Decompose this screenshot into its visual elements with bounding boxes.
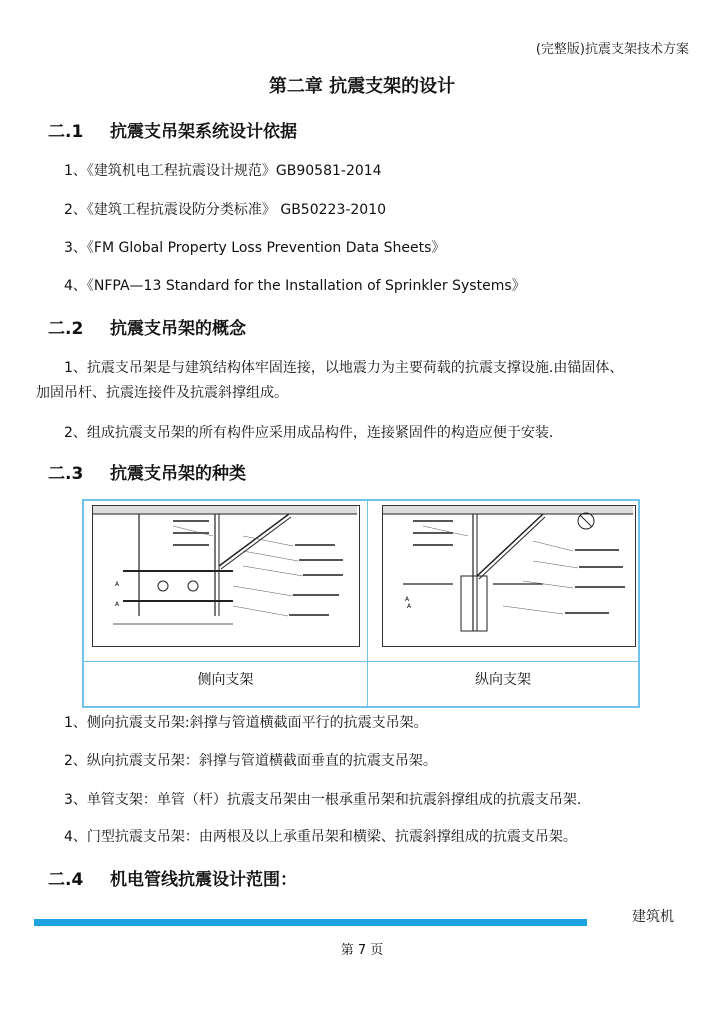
lateral-caption: 侧向支架 — [197, 672, 254, 688]
footer-right-text: 建筑机 — [632, 909, 674, 925]
longitudinal-bracket-drawing — [382, 505, 636, 647]
section-number: 二.1 — [48, 122, 84, 142]
section-heading — [48, 865, 297, 890]
section-number: 二.2 — [48, 319, 84, 339]
basis-item: 2、《建筑工程抗震设防分类标准》 GB50223-2010 — [64, 202, 387, 218]
svg-text:A: A — [407, 603, 412, 610]
svg-text:A: A — [405, 596, 410, 603]
concept-paragraph-1: 1、抗震支吊架是与建筑结构体牢固连接，以地震力为主要荷载的抗震支撑设施.由锚固体、 — [64, 360, 624, 376]
section-title: 机电管线抗震设计范围： — [110, 870, 297, 890]
type-item: 2、纵向抗震支吊架：斜撑与管道横截面垂直的抗震支吊架。 — [64, 753, 437, 769]
section-title: 抗震支吊架的概念 — [110, 319, 246, 339]
header-doc-title: (完整版)抗震支架技术方案 — [535, 42, 689, 57]
footer-bar — [34, 919, 587, 926]
section-heading — [48, 117, 297, 142]
basis-item: 1、《建筑机电工程抗震设计规范》GB90581-2014 — [64, 163, 382, 179]
chapter-title: 第二章 抗震支架的设计 — [268, 76, 456, 97]
svg-text:A: A — [115, 601, 120, 608]
section-title: 抗震支吊架的种类 — [110, 464, 246, 484]
svg-text:A: A — [115, 581, 120, 588]
type-item: 4、门型抗震支吊架：由两根及以上承重吊架和横梁、抗震斜撑组成的抗震支吊架。 — [64, 829, 577, 845]
bracket-types-figure — [82, 499, 640, 708]
section-title: 抗震支吊架系统设计依据 — [110, 122, 297, 142]
basis-item: 3、《FM Global Property Loss Prevention Data Sheets》 — [64, 240, 446, 256]
longitudinal-caption: 纵向支架 — [475, 672, 531, 688]
page-number: 第 7 页 — [340, 943, 384, 958]
lateral-bracket-drawing — [92, 505, 360, 647]
type-item: 1、侧向抗震支吊架:斜撑与管道横截面平行的抗震支吊架。 — [64, 715, 428, 731]
concept-paragraph-1-cont: 加固吊杆、抗震连接件及抗震斜撑组成。 — [36, 385, 288, 401]
basis-item: 4、《NFPA—13 Standard for the Installation of Sprinkler Systems》 — [64, 278, 526, 294]
section-number: 二.4 — [48, 870, 84, 890]
section-heading — [48, 459, 246, 484]
concept-paragraph-2: 2、组成抗震支吊架的所有构件应采用成品构件，连接紧固件的构造应便于安装. — [64, 425, 554, 441]
section-heading — [48, 314, 246, 339]
type-item: 3、单管支架：单管（杆）抗震支吊架由一根承重吊架和抗震斜撑组成的抗震支吊架. — [64, 792, 582, 808]
section-number: 二.3 — [48, 464, 84, 484]
figure-row-divider — [84, 661, 638, 662]
